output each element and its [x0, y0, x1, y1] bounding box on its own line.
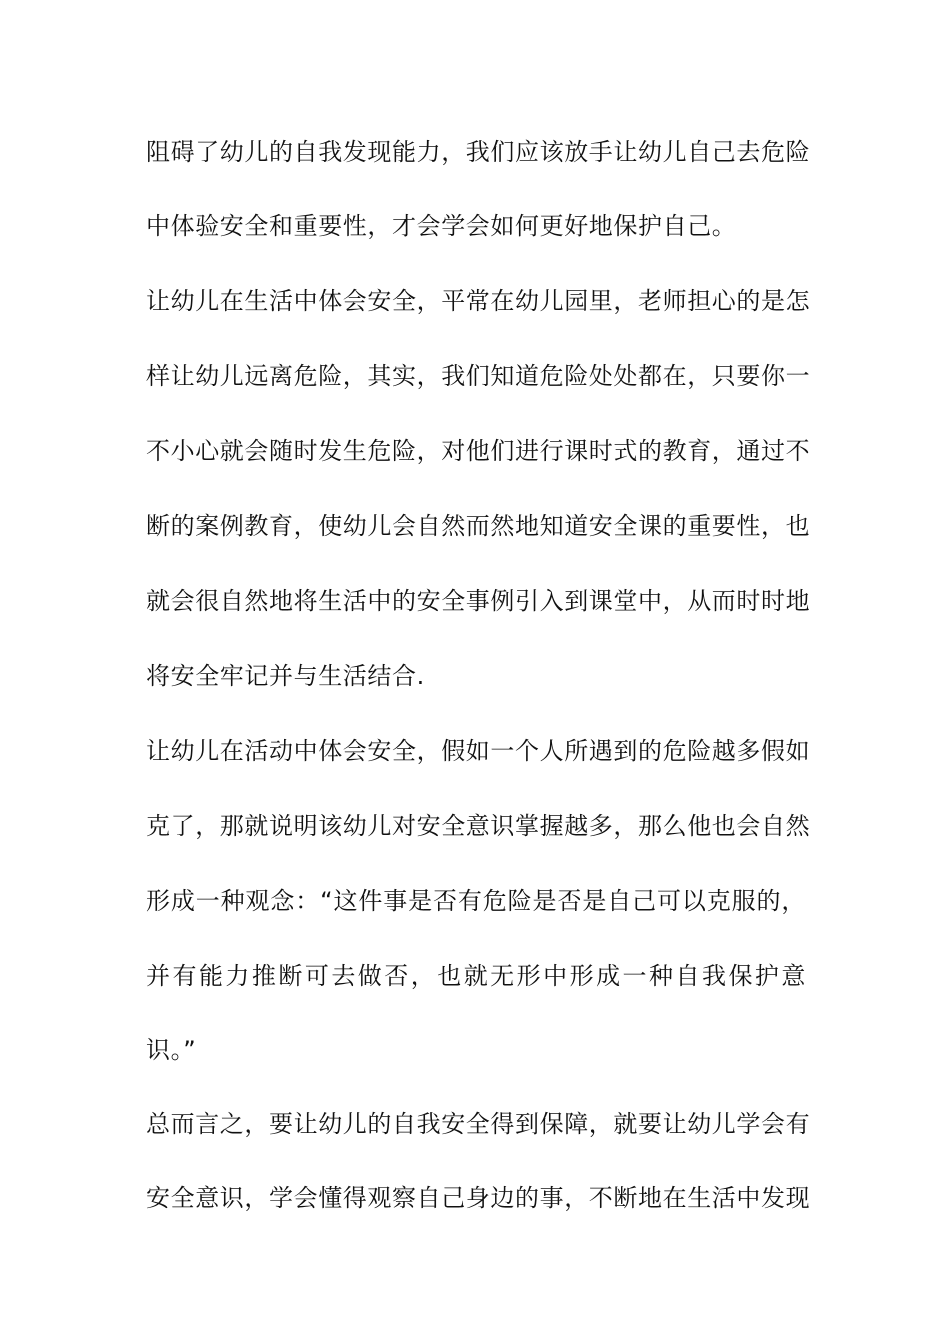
text-line: 不小心就会随时发生危险，对他们进行课时式的教育，通过不: [146, 437, 811, 465]
text-line: 样让幼儿远离危险，其实，我们知道危险处处都在，只要你一: [146, 362, 811, 390]
text-line: 并有能力推断可去做否，也就无形中形成一种自我保护意: [146, 962, 806, 990]
text-line: 让幼儿在生活中体会安全，平常在幼儿园里，老师担心的是怎: [146, 287, 811, 315]
text-line: 识。”: [146, 1036, 197, 1064]
text-line: 中体验安全和重要性，才会学会如何更好地保护自己。: [146, 212, 737, 240]
text-line: 阻碍了幼儿的自我发现能力，我们应该放手让幼儿自己去危险: [146, 138, 811, 166]
text-line: 断的案例教育，使幼儿会自然而然地知道安全课的重要性，也: [146, 512, 811, 540]
text-line: 总而言之，要让幼儿的自我安全得到保障，就要让幼儿学会有: [146, 1110, 811, 1138]
text-line: 克了，那就说明该幼儿对安全意识掌握越多，那么他也会自然: [146, 812, 811, 840]
text-line: 将安全牢记并与生活结合.: [146, 662, 425, 690]
text-line: 安全意识，学会懂得观察自己身边的事，不断地在生活中发现: [146, 1184, 811, 1212]
text-line: 就会很自然地将生活中的安全事例引入到课堂中，从而时时地: [146, 587, 811, 615]
text-line: 形成一种观念：“这件事是否有危险是否是自己可以克服的，: [146, 887, 806, 915]
text-line: 让幼儿在活动中体会安全，假如一个人所遇到的危险越多假如: [146, 737, 811, 765]
